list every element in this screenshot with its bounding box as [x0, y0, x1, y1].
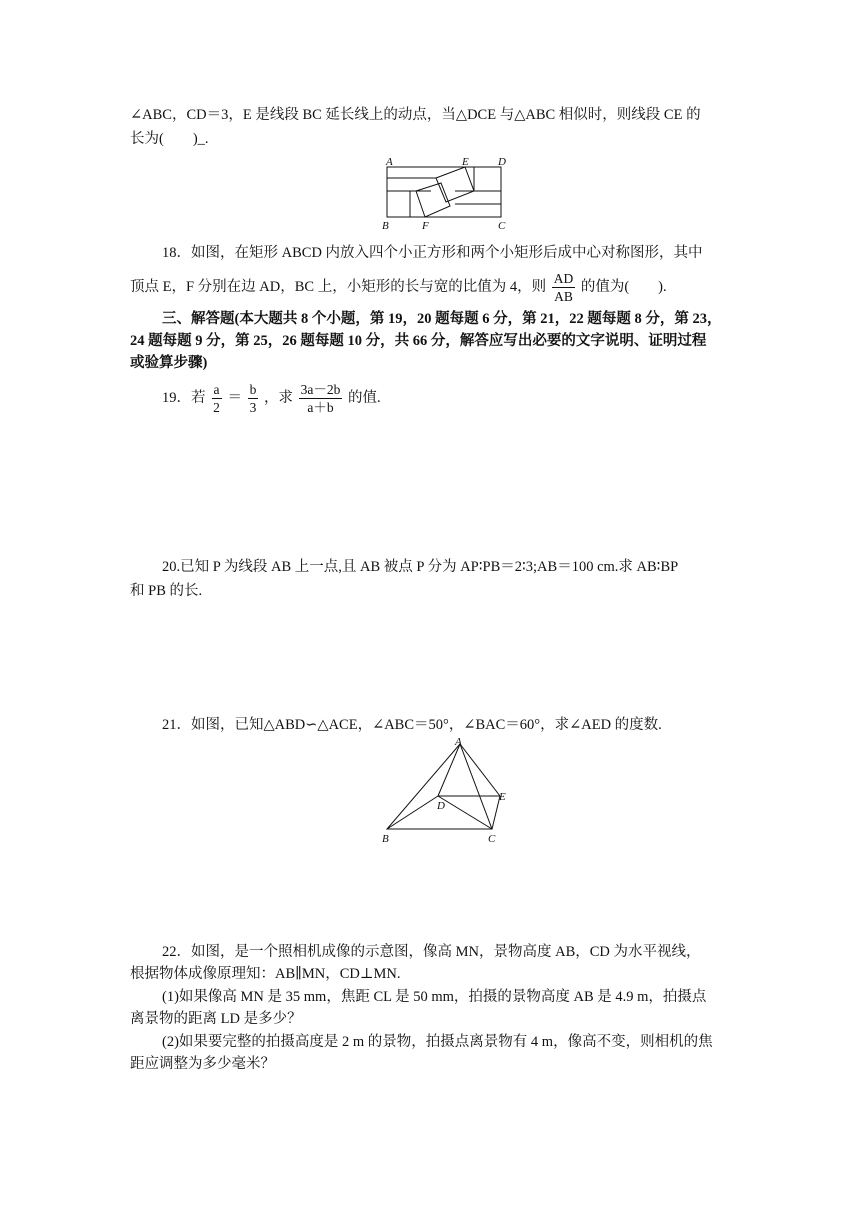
q19-f2-num: b [249, 382, 257, 397]
fig18-label-a: A [386, 156, 393, 168]
q18-frac-num: AD [553, 271, 574, 286]
q19-f1-den: 2 [213, 400, 220, 415]
fig21-label-c: C [488, 833, 496, 845]
q22-part2-line1: (2)如果要完整的拍摄高度是 2 m 的景物，拍摄点离景物有 4 m，像高不变，则相机的焦 [162, 1034, 713, 1050]
q17-text-line2: 长为( )_. [130, 131, 209, 147]
q19-eq: ＝ [227, 389, 242, 406]
q18-frac-den: AB [554, 289, 573, 304]
q20-text-line1: 20.已知 P 为线段 AB 上一点,且 AB 被点 P 分为 AP∶PB＝2∶3;AB＝100 cm.求 AB∶BP [162, 559, 679, 575]
q19-text [162, 381, 381, 416]
section3-heading-line2: 24 题每题 9 分，第 25，26 题每题 10 分，共 66 分，解答应写出必要的文字说明、证明过程 [130, 333, 707, 349]
fig18-label-b: B [382, 220, 389, 232]
q19-fraction-a [211, 381, 222, 416]
q19-suffix: 的值. [348, 389, 381, 406]
q21-text-line1: 21．如图，已知△ABD∽△ACE，∠ABC＝50°，∠BAC＝60°，求∠AED 的度数. [162, 717, 662, 733]
q19-fraction-expr [299, 381, 343, 416]
q18-text-before: 顶点 E，F 分别在边 AD，BC 上，小矩形的长与宽的比值为 4，则 [130, 278, 547, 295]
q19-prefix: 19．若 [162, 389, 206, 406]
fig21-label-d: D [437, 800, 445, 812]
q19-f3-num: 3a－2b [300, 382, 341, 397]
q19-mid: ，求 [264, 389, 293, 406]
fig18-label-f: F [422, 220, 429, 232]
q18-fraction [552, 270, 576, 305]
fig21-label-b: B [382, 833, 389, 845]
figure-rectangle-squares [378, 154, 518, 232]
q19-f3-den: a＋b [307, 400, 334, 415]
q18-text-line2 [130, 270, 667, 305]
q19-fraction-b [248, 381, 259, 416]
q19-f2-den: 3 [249, 400, 257, 415]
fig18-label-c: C [498, 220, 506, 232]
q22-text-line1: 22．如图，是一个照相机成像的示意图，像高 MN，景物高度 AB，CD 为水平视线， [162, 944, 701, 960]
q18-text-after: 的值为( ). [580, 278, 667, 295]
q17-text-line1: ∠ABC，CD＝3，E 是线段 BC 延长线上的动点，当△DCE 与△ABC 相似时，则线段 CE 的 [130, 107, 701, 123]
section3-heading-line1: 三、解答题(本大题共 8 个小题，第 19，20 题每题 6 分，第 21，22 题每题 8 分，第 23， [162, 311, 722, 327]
q22-part2-line2: 距应调整为多少毫米？ [130, 1056, 275, 1072]
fig21-label-e: E [499, 791, 506, 803]
q22-part1-line2: 离景物的距离 LD 是多少？ [130, 1011, 302, 1027]
fig18-label-d: D [498, 156, 506, 168]
figure-triangles [376, 736, 516, 848]
fig18-label-e: E [462, 156, 469, 168]
q22-part1-line1: (1)如果像高 MN 是 35 mm，焦距 CL 是 50 mm，拍摄的景物高度 AB 是 4.9 m，拍摄点 [162, 989, 707, 1005]
q22-text-line2: 根据物体成像原理知：AB∥MN，CD⊥MN. [130, 966, 401, 982]
q20-text-line2: 和 PB 的长. [130, 583, 203, 599]
q19-f1-num: a [213, 382, 220, 397]
q18-text-line1: 18．如图，在矩形 ABCD 内放入四个小正方形和两个小矩形后成中心对称图形，其中 [162, 245, 703, 261]
section3-heading-line3: 或验算步骤) [130, 355, 208, 371]
fig21-label-a: A [455, 736, 462, 748]
